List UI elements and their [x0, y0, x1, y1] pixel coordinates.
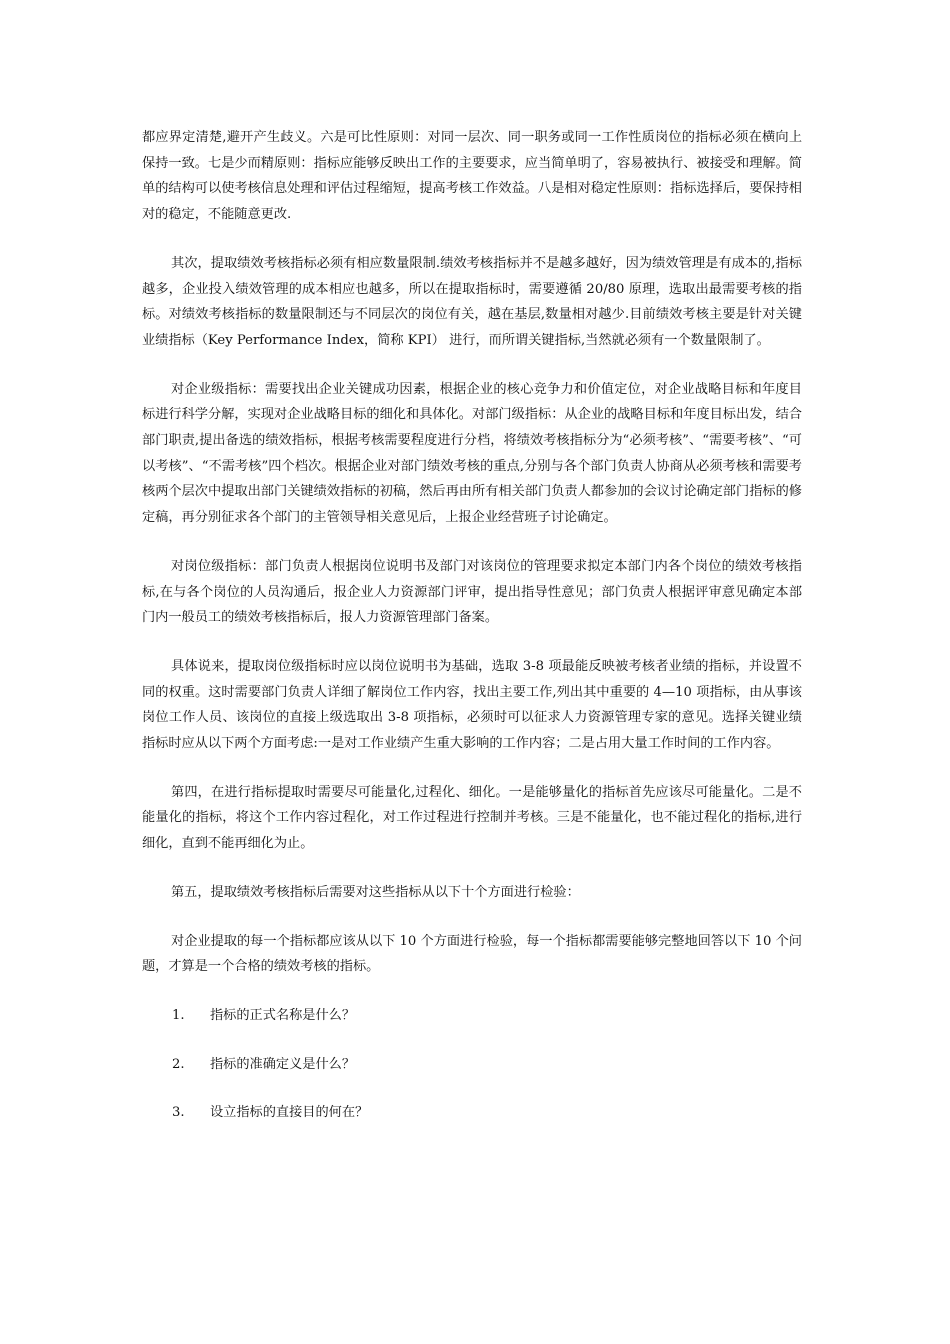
list-item-text: 指标的正式名称是什么？: [210, 1007, 356, 1023]
paragraph-ten-checks: 对企业提取的每一个指标都应该从以下 10 个方面进行检验，每一个指标都需要能够完整地回答以下 10 个问题，才算是一个合格的绩效考核的指标。: [142, 933, 802, 975]
paragraph-principles-continued: 都应界定清楚,避开产生歧义。六是可比性原则：对同一层次、同一职务或同一工作性质岗位的指标必须在横向上保持一致。七是少而精原则：指标应能够反映出工作的主要要求，应当简单明了，容易被执行、被接受和理解。简单的结构可以使考核信息处理和评估过程缩短，提高考核工作效益。八是相对稳定性原则：指标选择后，要保持相对的稳定，不能随意更改.: [142, 130, 802, 223]
list-item-text: 设立指标的直接目的何在？: [210, 1105, 369, 1121]
list-item-number: 2.: [172, 1056, 185, 1072]
paragraph-fourth: 第四，在进行指标提取时需要尽可能量化,过程化、细化。一是能够量化的指标首先应该尽可能量化。二是不能量化的指标，将这个工作内容过程化，对工作过程进行控制并考核。三是不能量化，也不能过程化的指标,进行细化，直到不能再细化为止。: [142, 784, 802, 852]
list-item-text: 指标的准确定义是什么？: [210, 1056, 356, 1072]
paragraph-position-level: 对岗位级指标：部门负责人根据岗位说明书及部门对该岗位的管理要求拟定本部门内各个岗位的绩效考核指标,在与各个岗位的人员沟通后，报企业人力资源部门评审，提出指导性意见；部门负责人根据评审意见确定本部门内一般员工的绩效考核指标后，报人力资源管理部门备案。: [142, 558, 802, 626]
paragraph-enterprise-level: 对企业级指标：需要找出企业关键成功因素，根据企业的核心竞争力和价值定位，对企业战略目标和年度目标进行科学分解，实现对企业战略目标的细化和具体化。对部门级指标：从企业的战略目标和年度目标出发，结合部门职责,提出备选的绩效指标，根据考核需要程度进行分档，将绩效考核指标分为“必须考核”、“需要考核”、“可以考核”、“不需考核”四个档次。根据企业对部门绩效考核的重点,分别与各个部门负责人协商从必须考核和需要考核两个层次中提取出部门关键绩效指标的初稿，然后再由所有相关部门负责人都参加的会议讨论确定部门指标的修定稿，再分别征求各个部门的主管领导相关意见后，上报企业经营班子讨论确定。: [142, 381, 802, 526]
paragraph-specific-method: 具体说来，提取岗位级指标时应以岗位说明书为基础，选取 3-8 项最能反映被考核者业绩的指标，并设置不同的权重。这时需要部门负责人详细了解岗位工作内容，找出主要工作,列出其中重要的 4—10 项指标，由从事该岗位工作人员、该岗位的直接上级选取出 3-8 项指标，必须时可以征求人力资源管理专家的意见。选择关键业绩指标时应从以下两个方面考虑:一是对工作业绩产生重大影响的工作内容；二是占用大量工作时间的工作内容。: [142, 658, 802, 752]
list-item: [142, 1100, 802, 1126]
list-item: [142, 1003, 802, 1029]
list-item-number: 3.: [172, 1105, 185, 1121]
list-item: [142, 1052, 802, 1078]
paragraph-quantity-limit: 其次，提取绩效考核指标必须有相应数量限制.绩效考核指标并不是越多越好，因为绩效管理是有成本的,指标越多，企业投入绩效管理的成本相应也越多，所以在提取指标时，需要遵循 20/80 原理，选取出最需要考核的指标。对绩效考核指标的数量限制还与不同层次的岗位有关，越在基层,数量相对越少.目前绩效考核主要是针对关键业绩指标（Key Performance Index，简称 KPI） 进行，而所谓关键指标,当然就必须有一个数量限制了。: [142, 255, 802, 348]
document-body: [142, 125, 802, 1149]
paragraph-fifth: 第五，提取绩效考核指标后需要对这些指标从以下十个方面进行检验：: [171, 884, 580, 900]
list-item-number: 1.: [172, 1007, 185, 1023]
